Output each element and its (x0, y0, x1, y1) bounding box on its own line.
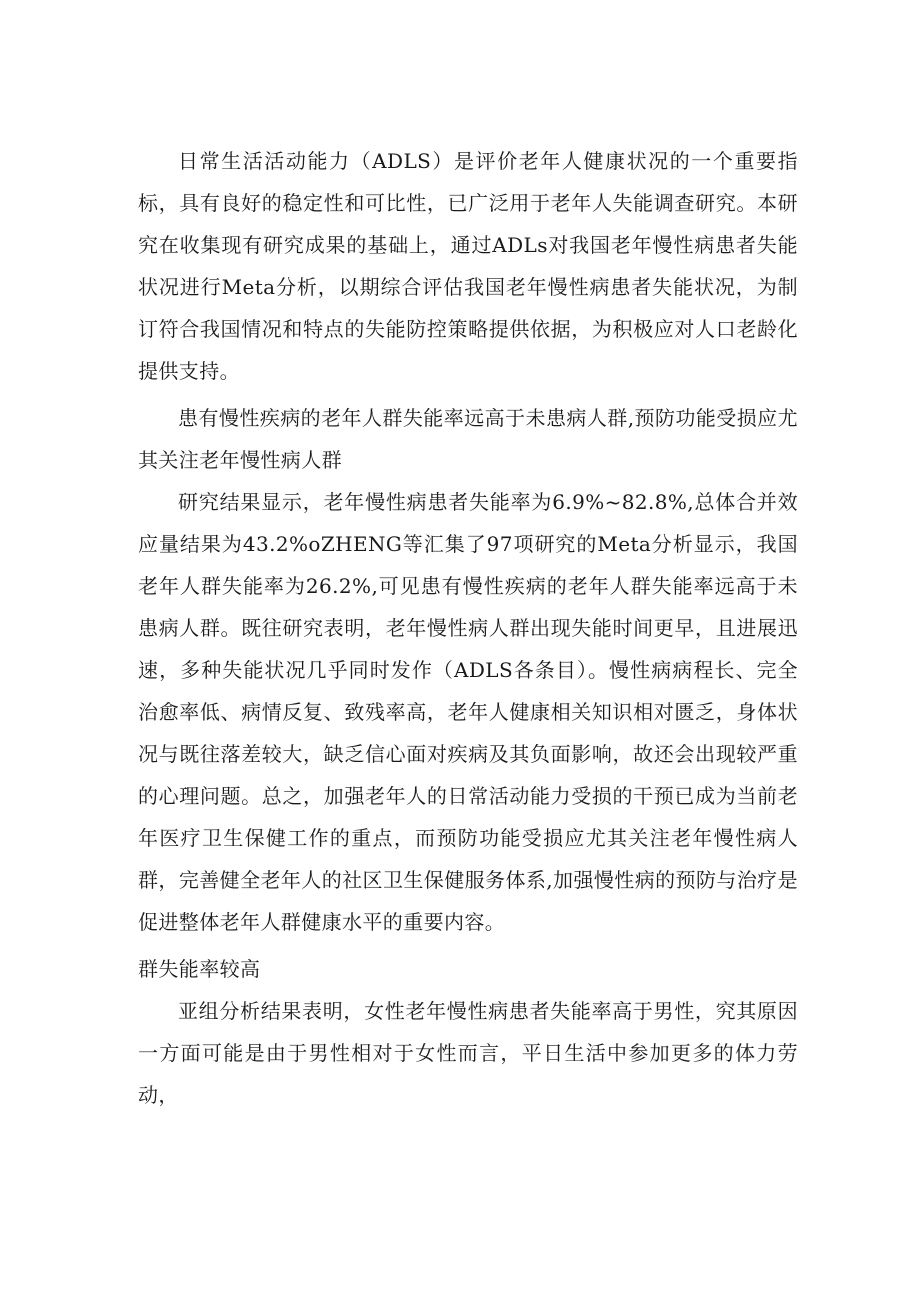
section-heading-high-disability-rate: 群失能率较高 (138, 957, 261, 981)
paragraph-research-results: 研究结果显示，老年慢性病患者失能率为6.9%~82.8%,总体合并效应量结果为43.2%oZHENG等汇集了97项研究的Meta分析显示，我国老年人群失能率为26.2%,可见患有慢性疾病的老年人群失能率远高于未患病人群。既往研究表明，老年慢性病人群出现失能时间更早，且进展迅速，多种失能状况几乎同时发作（ADLS各条目）。慢性病病程长、完全治愈率低、病情反复、致残率高，老年人健康相关知识相对匮乏，身体状况与既往落差较大，缺乏信心面对疾病及其负面影响，故还会出现较严重的心理问题。总之，加强老年人的日常活动能力受损的干预已成为当前老年医疗卫生保健工作的重点，而预防功能受损应尤其关注老年慢性病人群，完善健全老年人的社区卫生保健服务体系,加强慢性病的预防与治疗是促进整体老年人群健康水平的重要内容。 (138, 490, 798, 934)
paragraph-adls-intro: 日常生活活动能力（ADLS）是评价老年人健康状况的一个重要指标，具有良好的稳定性和可比性，已广泛用于老年人失能调查研究。本研究在收集现有研究成果的基础上，通过ADLs对我国老年慢性病患者失能状况进行Meta分析，以期综合评估我国老年慢性病患者失能状况，为制订符合我国情况和特点的失能防控策略提供依据，为积极应对人口老龄化提供支持。 (138, 149, 798, 383)
paragraph-subgroup-analysis: 亚组分析结果表明，女性老年慢性病患者失能率高于男性，究其原因一方面可能是由于男性相对于女性而言，平日生活中参加更多的体力劳动， (138, 999, 798, 1107)
section-heading-chronic-disease: 患有慢性疾病的老年人群失能率远高于未患病人群,预防功能受损应尤其关注老年慢性病人群 (138, 406, 798, 472)
document-body (138, 140, 798, 1116)
